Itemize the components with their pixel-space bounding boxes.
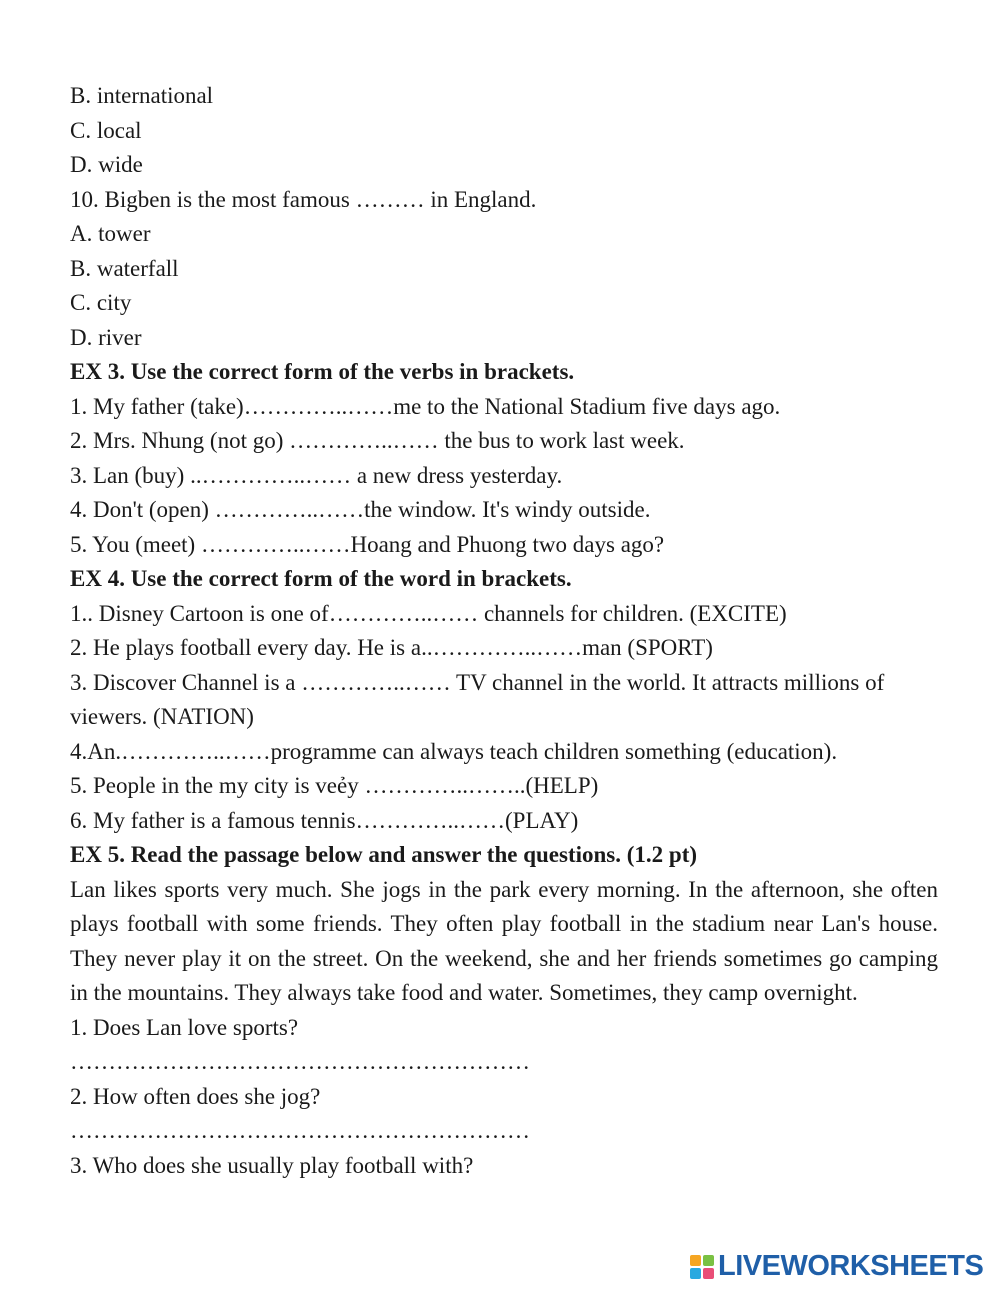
worksheet-line: C. city <box>70 290 132 315</box>
liveworksheets-logo <box>690 1250 983 1283</box>
worksheet-line: D. wide <box>70 152 143 177</box>
worksheet-line: 2. He plays football every day. He is a..…………..……man (SPORT) <box>70 635 713 660</box>
exercise-heading: EX 3. Use the correct form of the verbs in brackets. <box>70 359 575 384</box>
question-text: 1. Does Lan love sports? <box>70 1014 299 1040</box>
question-text: 3. Who does she usually play football with? <box>70 1152 474 1178</box>
worksheet-line: 3. Lan (buy) ..…………..…… a new dress yesterday. <box>70 462 563 488</box>
worksheet-line: A. tower <box>70 221 151 246</box>
question-text: 2. How often does she jog? <box>70 1083 321 1109</box>
worksheet-line: 4.An.…………..……programme can always teach children something (education). <box>70 738 838 764</box>
logo-text: LIVEWORKSHEETS <box>718 1250 984 1282</box>
exercise-heading: EX 4. Use the correct form of the word in brackets. <box>70 566 572 591</box>
worksheet-line: B. waterfall <box>70 255 179 281</box>
exercise-lines <box>70 79 938 873</box>
worksheet-line: C. local <box>70 117 142 143</box>
exercise-heading: EX 5. Read the passage below and answer the questions. (1.2 pt) <box>70 842 698 867</box>
worksheet-line: 1. My father (take)…………..……me to the National Stadium five days ago. <box>70 393 781 419</box>
worksheet-line: 5. People in the my city is veẻy …………..……..(HELP) <box>70 773 599 798</box>
answer-line[interactable]: …………………………………………………… <box>70 1049 530 1074</box>
worksheet-line: 1.. Disney Cartoon is one of…………..…… channels for children. (EXCITE) <box>70 600 787 626</box>
worksheet-line: 3. Discover Channel is a …………..…… TV channel in the world. It attracts millions of viewers. (NATION) <box>70 669 885 729</box>
reading-passage: Lan likes sports very much. She jogs in the park every morning. In the afternoon, she often plays football with some friends. They often play football in the stadium near Lan's house. They never play it on the street. On the weekend, she and her friends sometimes go camping in the mountains. They always take food and water. Sometimes, they camp overnight. <box>70 876 938 1005</box>
worksheet-line: 4. Don't (open) …………..……the window. It's windy outside. <box>70 497 651 522</box>
answer-line[interactable]: …………………………………………………… <box>70 1118 530 1143</box>
worksheet-line: D. river <box>70 324 142 350</box>
worksheet-page <box>70 79 938 1183</box>
question-list <box>70 1011 938 1184</box>
logo-mark-icon <box>690 1255 714 1279</box>
worksheet-line: 6. My father is a famous tennis…………..……(PLAY) <box>70 807 579 833</box>
worksheet-line: B. international <box>70 83 214 108</box>
worksheet-line: 2. Mrs. Nhung (not go) …………..…… the bus to work last week. <box>70 428 685 453</box>
worksheet-line: 5. You (meet) …………..……Hoang and Phuong two days ago? <box>70 531 665 557</box>
worksheet-line: 10. Bigben is the most famous ……… in England. <box>70 186 537 212</box>
